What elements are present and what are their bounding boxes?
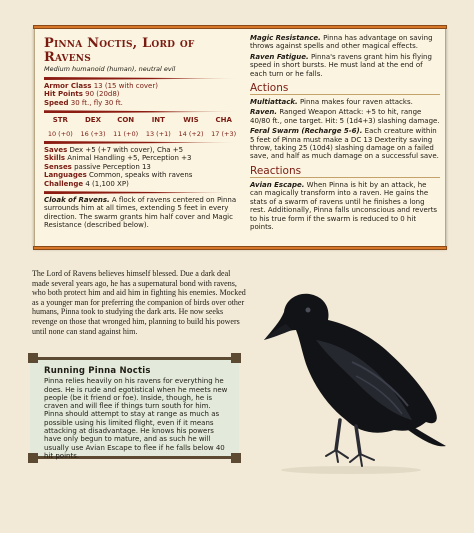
ability-header: INT bbox=[151, 116, 165, 125]
trait-cloak-of-ravens: Cloak of Ravens. A flock of ravens centered on Pinna surrounds him at all times, extending 5 feet in every direction. The swarm grants him half cover and Magic Resistance (described below). bbox=[44, 196, 237, 230]
skills: Skills Animal Handling +5, Perception +3 bbox=[44, 154, 192, 163]
ability-scores bbox=[44, 116, 240, 138]
ability-header: WIS bbox=[183, 116, 199, 125]
divider bbox=[44, 191, 240, 194]
ability-value: 11 (+0) bbox=[113, 129, 139, 138]
ability-header: STR bbox=[52, 116, 68, 125]
saving-throws: Saves Dex +5 (+7 with cover), Cha +5 bbox=[44, 146, 184, 155]
raven-illustration bbox=[256, 280, 452, 476]
action-raven: Raven. Ranged Weapon Attack: +5 to hit, range 40/80 ft., one target. Hit: 5 (1d4+3) slashing damage. bbox=[250, 108, 440, 125]
note-corner bbox=[28, 453, 38, 463]
speed: Speed 30 ft., fly 30 ft. bbox=[44, 98, 123, 107]
stat-block-bottom-bar bbox=[33, 246, 447, 250]
stat-block-left-column bbox=[44, 34, 240, 230]
divider bbox=[44, 110, 240, 113]
creature-type: Medium humanoid (human), neutral evil bbox=[44, 65, 176, 73]
note-body: Pinna relies heavily on his ravens for everything he does. He is rude and egotistical when he meets new people (be it friend or foe). Inside, though, he is craven and will flee if things turn south for him. Pinna should attempt to stay at range as much as possible using his limited flight, even if it means attacking at disadvantage. He knows his powers have only begun to mature, and as such he will usually use Avian Escape to flee if he falls below 40 hit points. bbox=[44, 377, 228, 460]
creature-name: Pinna Noctis, Lord of Ravens bbox=[44, 36, 195, 65]
stat-block-top-bar bbox=[33, 25, 447, 29]
ability-value: 17 (+3) bbox=[211, 129, 237, 138]
sidebar-note bbox=[30, 357, 239, 459]
ability-header: DEX bbox=[84, 116, 101, 125]
trait-raven-fatigue: Raven Fatigue. Pinna's ravens grant him his flying speed in short bursts. He must land at the end of each turn or he falls. bbox=[250, 52, 432, 78]
ability-value: 16 (+3) bbox=[80, 129, 106, 138]
armor-class: Armor Class 13 (15 with cover) bbox=[44, 82, 158, 90]
actions-heading: Actions bbox=[250, 82, 440, 95]
ability-header: CHA bbox=[215, 116, 232, 125]
action-multiattack: Multiattack. Pinna makes four raven attacks. bbox=[250, 98, 413, 107]
note-corner bbox=[231, 453, 241, 463]
stat-block-right-column bbox=[250, 34, 440, 231]
note-corner bbox=[28, 353, 38, 363]
challenge: Challenge 4 (1,100 XP) bbox=[44, 179, 129, 188]
senses: Senses passive Perception 13 bbox=[44, 162, 151, 171]
languages: Languages Common, speaks with ravens bbox=[44, 171, 193, 180]
divider bbox=[44, 77, 240, 80]
stat-block bbox=[34, 27, 446, 248]
reactions-heading: Reactions bbox=[250, 165, 440, 178]
note-title: Running Pinna Noctis bbox=[44, 366, 151, 376]
action-feral-swarm: Feral Swarm (Recharge 5-6). Each creature within 5 feet of Pinna must make a DC 13 Dexterity saving throw, taking 25 (10d4) slashing damage on a failed save, and half as much damage on a successful save. bbox=[250, 127, 439, 161]
ability-value: 13 (+1) bbox=[145, 129, 171, 138]
reaction-avian-escape: Avian Escape. When Pinna is hit by an attack, he can magically transform into a raven. He gains the stats of a swarm of ravens until he finishes a long rest. Additionally, Pinna falls unconscious and reverts to his true form if the swarm is reduced to 0 hit points. bbox=[250, 180, 438, 231]
trait-magic-resistance: Magic Resistance. Pinna has advantage on saving throws against spells and other magical effects. bbox=[250, 34, 433, 51]
divider bbox=[44, 141, 240, 144]
hit-points: Hit Points 90 (20d8) bbox=[44, 90, 120, 99]
lore-paragraph: The Lord of Ravens believes himself blessed. Due a dark deal made several years ago, he has a supernatural bond with ravens, who both protect him and aid him in fighting his enemies. Mocked as a younger man for preferring the companion of birds over other humans, Pinna took to studying the dark arts. He now seeks revenge on those that wronged him, planning to build his powers until none can stand against him. bbox=[32, 269, 246, 336]
ability-header: CON bbox=[117, 116, 135, 125]
ability-value: 14 (+2) bbox=[178, 129, 204, 138]
note-corner bbox=[231, 353, 241, 363]
ability-value: 10 (+0) bbox=[47, 129, 73, 138]
